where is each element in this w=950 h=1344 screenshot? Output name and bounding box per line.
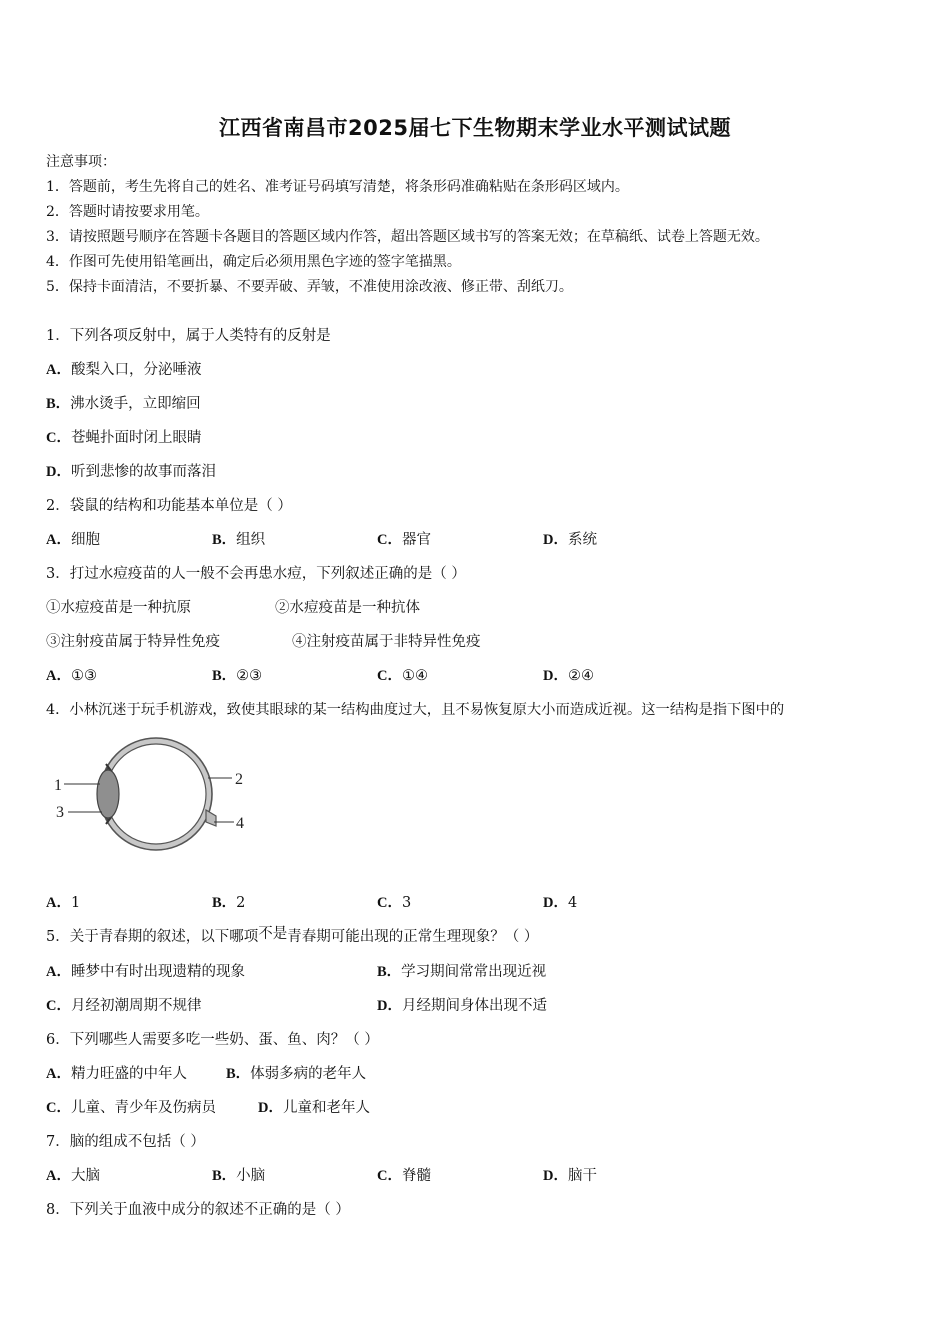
q2-option-d: D．系统 — [543, 532, 597, 548]
page-title: 江西省南昌市2025届七下生物期末学业水平测试试题 — [219, 116, 731, 140]
question-8-stem: 8．下列关于血液中成分的叙述不正确的是（ ） — [46, 1202, 350, 1218]
q1-option-c: C．苍蝇扑面时闭上眼睛 — [46, 430, 202, 446]
q7-option-c: C．脊髓 — [377, 1168, 431, 1184]
q7-option-a: A．大脑 — [46, 1168, 100, 1184]
q3-statement-2: ②水痘疫苗是一种抗体 — [275, 600, 420, 616]
q5-emphasis: 不是 — [258, 926, 288, 942]
q5-option-b: B．学习期间常常出现近视 — [377, 964, 547, 980]
q3-statement-1: ①水痘疫苗是一种抗原 — [46, 600, 191, 616]
q3-option-c: C．①④ — [377, 668, 428, 684]
q5-option-a: A．睡梦中有时出现遗精的现象 — [46, 964, 245, 980]
question-4-stem: 4．小林沉迷于玩手机游戏，致使其眼球的某一结构曲度过大，且不易恢复原大小而造成近视。这一结构是指下图中的 — [46, 702, 785, 718]
q6-option-b: B．体弱多病的老年人 — [226, 1066, 367, 1082]
question-3-stem: 3．打过水痘疫苗的人一般不会再患水痘，下列叙述正确的是（ ） — [46, 566, 466, 582]
q4-option-b: B．2 — [212, 895, 246, 911]
q3-option-b: B．②③ — [212, 668, 263, 684]
q5-option-d: D．月经期间身体出现不适 — [377, 998, 547, 1014]
question-1-stem: 1．下列各项反射中，属于人类特有的反射是 — [46, 328, 331, 344]
optic-nerve — [206, 810, 216, 826]
q1-option-b: B．沸水烫手，立即缩回 — [46, 396, 201, 412]
notice-item: 4．作图可先使用铅笔画出，确定后必须用黑色字迹的签字笔描黑。 — [46, 254, 461, 270]
question-7-stem: 7．脑的组成不包括（ ） — [46, 1134, 205, 1150]
q4-option-a: A．1 — [46, 895, 81, 911]
q2-option-c: C．器官 — [377, 532, 431, 548]
q5-option-c: C．月经初潮周期不规律 — [46, 998, 202, 1014]
diagram-label-3: 3 — [56, 804, 64, 821]
question-2-stem: 2．袋鼠的结构和功能基本单位是（ ） — [46, 498, 292, 514]
diagram-label-4: 4 — [236, 815, 244, 832]
eyeball-inner-chamber — [106, 744, 206, 844]
notice-item: 3．请按照题号顺序在答题卡各题目的答题区域内作答，超出答题区域书写的答案无效；在草稿纸、试卷上答题无效。 — [46, 229, 769, 245]
q1-option-a: A．酸梨入口，分泌唾液 — [46, 362, 202, 378]
notice-item: 2．答题时请按要求用笔。 — [46, 204, 209, 220]
q3-option-a: A．①③ — [46, 668, 97, 684]
question-6-stem: 6．下列哪些人需要多吃一些奶、蛋、鱼、肉？（ ） — [46, 1032, 379, 1048]
q3-option-d: D．②④ — [543, 668, 594, 684]
notice-item: 5．保持卡面清洁，不要折暴、不要弄破、弄皱，不准使用涂改液、修正带、刮纸刀。 — [46, 279, 573, 295]
q6-option-d: D．儿童和老年人 — [258, 1100, 370, 1116]
q1-option-d: D．听到悲惨的故事而落泪 — [46, 464, 216, 480]
eyeball-diagram — [46, 728, 256, 868]
q6-option-c: C．儿童、青少年及伤病员 — [46, 1100, 216, 1116]
q3-statement-4: ④注射疫苗属于非特异性免疫 — [292, 634, 481, 650]
notice-item: 1．答题前，考生先将自己的姓名、准考证号码填写清楚，将条形码准确粘贴在条形码区域内。 — [46, 179, 629, 195]
notice-heading: 注意事项： — [46, 154, 116, 170]
q7-option-b: B．小脑 — [212, 1168, 266, 1184]
q2-option-b: B．组织 — [212, 532, 266, 548]
q3-statement-3: ③注射疫苗属于特异性免疫 — [46, 634, 220, 650]
q7-option-d: D．脑干 — [543, 1168, 597, 1184]
q4-option-c: C．3 — [377, 895, 412, 911]
q2-option-a: A．细胞 — [46, 532, 100, 548]
lens — [97, 770, 119, 818]
diagram-label-1: 1 — [54, 777, 62, 794]
diagram-label-2: 2 — [235, 771, 243, 788]
q4-option-d: D．4 — [543, 895, 578, 911]
question-5-stem: 5．关于青春期的叙述，以下哪项不是青春期可能出现的正常生理现象？（ ） — [46, 926, 539, 945]
q6-option-a: A．精力旺盛的中年人 — [46, 1066, 187, 1082]
